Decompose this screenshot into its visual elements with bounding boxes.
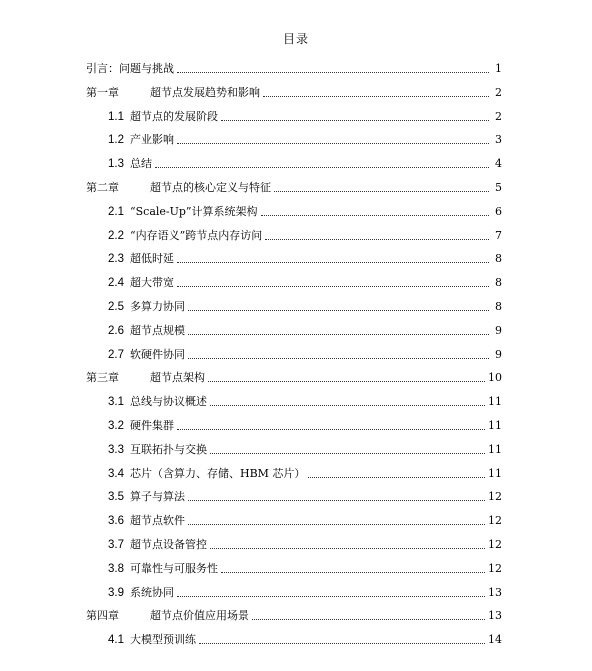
toc-chapter-row[interactable] (86, 179, 502, 195)
page-number: 12 (488, 538, 502, 551)
section-number: 3.6 (108, 515, 124, 528)
section-number: 1.1 (108, 110, 124, 123)
section-number: 4.1 (108, 634, 124, 647)
toc-intro-row[interactable] (86, 60, 502, 76)
page-number: 6 (495, 204, 502, 218)
entry-title: 产业影响 (130, 133, 174, 147)
chapter-label: 第二章 (86, 181, 119, 194)
entry-title: 超低时延 (130, 252, 174, 266)
dot-leader (221, 119, 489, 121)
dot-leader (188, 333, 489, 335)
page-number: 8 (495, 300, 502, 313)
dot-leader (308, 476, 485, 478)
section-number: 1.2 (108, 134, 124, 147)
dot-leader (199, 642, 485, 644)
page-number: 4 (495, 157, 502, 171)
page-number: 8 (495, 252, 502, 266)
page-number: 8 (495, 276, 502, 290)
chapter-label: 第四章 (86, 609, 119, 623)
page-number: 11 (488, 419, 502, 432)
entry-title: 超节点软件 (130, 514, 185, 528)
page-number: 12 (488, 490, 502, 504)
entry-title: 可靠性与可服务性 (130, 561, 218, 575)
section-number: 3.8 (108, 562, 124, 575)
toc-section-row[interactable] (108, 203, 502, 219)
page-number: 9 (495, 323, 502, 337)
toc-section-row[interactable] (108, 417, 502, 433)
page-number: 1 (495, 62, 502, 75)
toc-section-row[interactable] (108, 536, 502, 552)
toc-section-row[interactable] (108, 465, 502, 481)
dot-leader (221, 571, 485, 573)
entry-title: 总结 (130, 157, 152, 171)
entry-title: 超节点发展趋势和影响 (150, 85, 260, 99)
toc-title: 目录 (282, 32, 309, 46)
section-number: 3.1 (108, 396, 124, 409)
toc-section-row[interactable] (108, 346, 502, 362)
section-number: 2.2 (108, 229, 124, 242)
section-number: 2.6 (108, 324, 124, 337)
entry-title: 算子与算法 (130, 490, 185, 504)
page-number: 11 (488, 395, 502, 409)
section-number: 1.3 (108, 158, 124, 171)
page-number: 3 (495, 133, 502, 147)
page-number: 11 (488, 466, 502, 480)
toc-section-row[interactable] (108, 250, 502, 266)
section-number: 2.1 (108, 205, 124, 218)
page-number: 5 (495, 181, 502, 194)
section-number: 2.4 (108, 277, 124, 290)
section-number: 3.2 (108, 420, 124, 432)
toc-section-row[interactable] (108, 512, 502, 528)
entry-title: 总线与协议概述 (130, 395, 207, 409)
entry-title: 超节点的核心定义与特征 (150, 181, 271, 194)
toc-section-row[interactable] (108, 322, 502, 338)
entry-title: “内存语义”跨节点内存访问 (130, 228, 263, 242)
entry-title: 芯片（含算力、存储、HBM 芯片） (130, 466, 306, 480)
page-number: 10 (488, 371, 502, 385)
page-number: 2 (495, 109, 502, 123)
page-number: 11 (488, 442, 502, 456)
section-number: 2.7 (108, 348, 124, 361)
entry-title: 引言：问题与挑战 (86, 62, 174, 75)
toc-chapter-row[interactable] (86, 607, 502, 623)
section-number: 2.5 (108, 301, 124, 313)
section-number: 3.9 (108, 586, 124, 599)
section-number: 2.3 (108, 253, 124, 266)
toc-section-row[interactable] (108, 227, 502, 243)
entry-title: 多算力协同 (130, 300, 185, 313)
page-number: 9 (495, 347, 502, 361)
page-number: 12 (488, 514, 502, 528)
entry-title: 互联拓扑与交换 (130, 442, 207, 456)
entry-title: “Scale-Up”计算系统架构 (130, 204, 258, 218)
toc-section-row[interactable] (108, 131, 502, 147)
dot-leader (261, 214, 489, 216)
entry-title: 大模型预训练 (130, 633, 196, 647)
dot-leader (177, 595, 485, 597)
toc-section-row[interactable] (108, 560, 502, 576)
dot-leader (177, 71, 489, 73)
dot-leader (177, 142, 489, 144)
dot-leader (263, 95, 489, 97)
section-number: 3.4 (108, 467, 124, 480)
dot-leader (177, 285, 489, 287)
entry-title: 系统协同 (130, 585, 174, 599)
entry-title: 超节点价值应用场景 (150, 609, 249, 623)
dot-leader (210, 452, 485, 454)
dot-leader (188, 499, 485, 501)
section-number: 3.7 (108, 539, 124, 551)
dot-leader (210, 404, 485, 406)
toc-section-row[interactable] (108, 488, 502, 504)
chapter-label: 第一章 (86, 85, 119, 99)
entry-title: 软硬件协同 (130, 347, 185, 361)
dot-leader (265, 238, 489, 240)
dot-leader (177, 261, 489, 263)
toc-section-row[interactable] (108, 274, 502, 290)
toc-section-row[interactable] (108, 393, 502, 409)
dot-leader (188, 357, 489, 359)
entry-title: 硬件集群 (130, 419, 174, 432)
section-number: 3.5 (108, 491, 124, 504)
toc-section-row[interactable] (108, 108, 502, 124)
page-number: 7 (495, 228, 502, 242)
dot-leader (177, 428, 485, 430)
dot-leader (274, 190, 489, 192)
entry-title: 超大带宽 (130, 276, 174, 290)
entry-title: 超节点规模 (130, 323, 185, 337)
dot-leader (188, 523, 485, 525)
entry-title: 超节点架构 (150, 371, 205, 385)
page-number: 2 (495, 85, 502, 99)
toc-section-row[interactable] (108, 298, 502, 314)
page-number: 13 (488, 585, 502, 599)
toc-chapter-row[interactable] (86, 369, 502, 385)
dot-leader (155, 166, 489, 168)
dot-leader (208, 380, 485, 382)
dot-leader (188, 309, 489, 311)
entry-title: 超节点设备管控 (130, 538, 207, 551)
toc-chapter-row[interactable] (86, 84, 502, 100)
page-number: 13 (488, 609, 502, 623)
toc-section-row[interactable] (108, 155, 502, 171)
entry-title: 超节点的发展阶段 (130, 109, 218, 123)
toc-section-row[interactable] (108, 631, 502, 647)
section-number: 3.3 (108, 443, 124, 456)
toc-section-row[interactable] (108, 441, 502, 457)
dot-leader (210, 547, 485, 549)
toc-section-row[interactable] (108, 584, 502, 600)
chapter-label: 第三章 (86, 371, 119, 385)
dot-leader (252, 618, 485, 620)
page-number: 12 (488, 561, 502, 575)
page-number: 14 (488, 633, 502, 647)
